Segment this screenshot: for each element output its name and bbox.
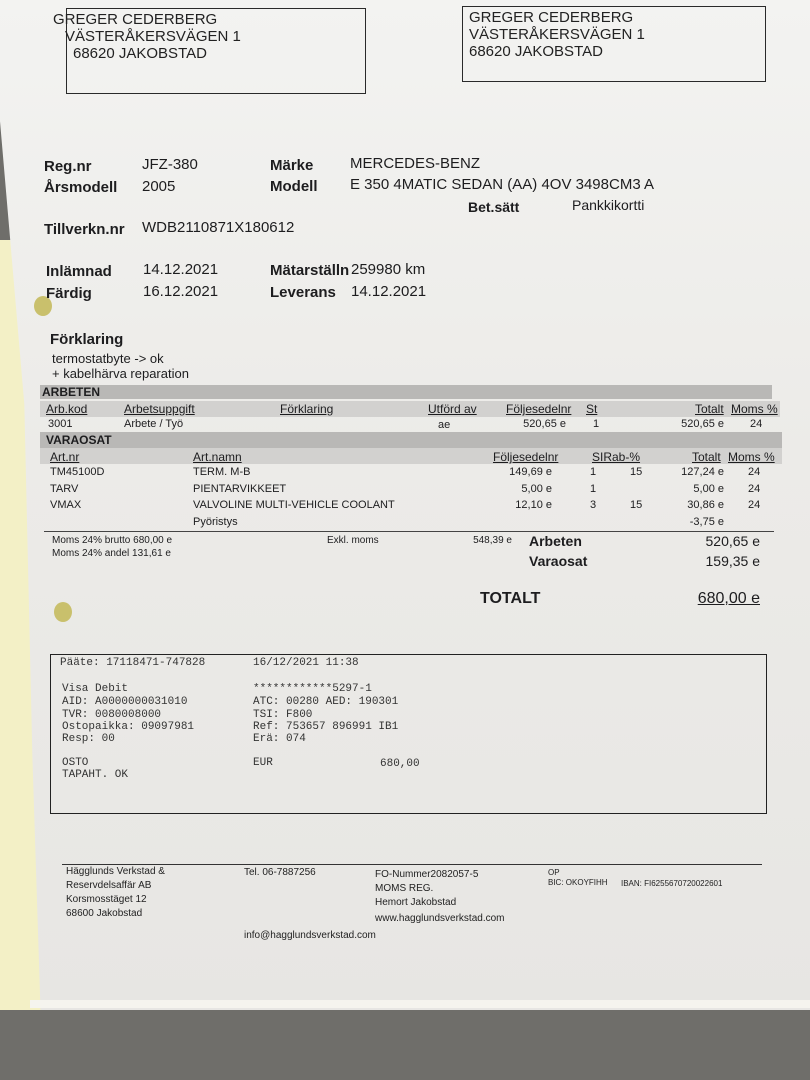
- betsatt-label: Bet.sätt: [468, 199, 520, 215]
- leverans-label: Leverans: [270, 284, 336, 301]
- part-nr: TARV: [50, 483, 79, 495]
- footer-company-line: Reservdelsaffär AB: [66, 880, 152, 891]
- arbeten-title: ARBETEN: [42, 385, 101, 399]
- varaosat-title: VARAOSAT: [46, 433, 112, 447]
- part-name: TERM. M-B: [193, 466, 251, 478]
- col-moms: Moms %: [728, 450, 775, 464]
- receipt-ostopaikka: Ostopaikka: 09097981: [62, 721, 195, 733]
- col-totalt: Totalt: [692, 450, 721, 464]
- col-totalt: Totalt: [695, 402, 724, 416]
- part-foljesedel: 5,00 e: [521, 483, 552, 495]
- total-varaosat-value: 159,35 e: [705, 553, 760, 569]
- matar-value: 259980 km: [351, 261, 426, 278]
- total-varaosat-label: Varaosat: [529, 553, 588, 569]
- exkl-moms-value: 548,39 e: [473, 535, 512, 546]
- col-artnamn: Art.namn: [193, 450, 242, 464]
- total-arbeten-label: Arbeten: [529, 533, 582, 549]
- part-moms: 24: [748, 499, 761, 511]
- arb-totalt: 520,65 e: [681, 418, 724, 430]
- part-foljesedel: 149,69 e: [509, 466, 552, 478]
- part-foljesedel: 12,10 e: [515, 499, 552, 511]
- part-rab: 15: [630, 499, 643, 511]
- leverans-value: 14.12.2021: [351, 283, 427, 300]
- footer-hemort: Hemort Jakobstad: [375, 897, 457, 908]
- varaosat-header-band: [40, 448, 782, 464]
- part-totalt: 30,86 e: [687, 499, 724, 511]
- moms-brutto: Moms 24% brutto 680,00 e: [52, 535, 173, 546]
- col-sirab: SIRab-%: [592, 450, 641, 464]
- arb-utford: ae: [438, 419, 451, 431]
- receipt-atc: ATC: 00280 AED: 190301: [253, 696, 399, 708]
- forklaring-title: Förklaring: [50, 331, 124, 348]
- paper-bottom-edge: [30, 1000, 810, 1008]
- address-name: GREGER CEDERBERG: [53, 11, 218, 28]
- receipt-card-type: Visa Debit: [62, 683, 129, 695]
- total-arbeten-value: 520,65 e: [705, 533, 760, 549]
- arb-moms: 24: [750, 418, 763, 430]
- address-box-left: [53, 8, 366, 94]
- grand-total-label: TOTALT: [480, 590, 541, 607]
- arsmodell-label: Årsmodell: [44, 179, 118, 196]
- forklaring-line: termostatbyte -> ok: [52, 351, 164, 366]
- rounding-label: Pyöristys: [193, 516, 238, 528]
- part-st: 1: [590, 483, 597, 495]
- receipt-currency: EUR: [253, 757, 273, 769]
- inlamnad-value: 14.12.2021: [143, 261, 219, 278]
- col-moms: Moms %: [731, 402, 778, 416]
- arbeten-band: [40, 385, 772, 399]
- part-name: VALVOLINE MULTI-VEHICLE COOLANT: [193, 499, 395, 511]
- col-st: St: [586, 402, 598, 416]
- receipt-aid: AID: A0000000031010: [62, 696, 188, 708]
- arb-uppg: Arbete / Työ: [124, 418, 184, 430]
- arb-kod: 3001: [48, 418, 73, 430]
- arb-st: 1: [593, 418, 600, 430]
- summary-divider: [44, 531, 774, 532]
- footer-divider: [62, 864, 762, 865]
- receipt-datetime: 16/12/2021 11:38: [253, 657, 359, 669]
- card-receipt: [50, 654, 767, 814]
- receipt-ref: Ref: 753657 896991 IB1: [253, 721, 399, 733]
- moms-andel: Moms 24% andel 131,61 e: [52, 548, 171, 559]
- regnr-value: JFZ-380: [142, 156, 198, 173]
- footer-company-line: Korsmosstäget 12: [66, 894, 147, 905]
- receipt-era: Erä: 074: [253, 733, 306, 745]
- receipt-card-number: ************5297-1: [253, 683, 372, 695]
- col-forklaring: Förklaring: [280, 402, 334, 416]
- part-st: 1: [590, 466, 597, 478]
- tillverk-label: Tillverkn.nr: [44, 221, 125, 238]
- marke-value: MERCEDES-BENZ: [350, 155, 481, 172]
- inlamnad-label: Inlämnad: [46, 263, 112, 280]
- address-name: GREGER CEDERBERG: [469, 9, 634, 26]
- part-moms: 24: [748, 466, 761, 478]
- footer-web[interactable]: www.hagglundsverkstad.com: [375, 913, 505, 924]
- address-city: 68620 JAKOBSTAD: [73, 45, 207, 62]
- footer-moms-reg: MOMS REG.: [375, 883, 434, 894]
- part-rab: 15: [630, 466, 643, 478]
- address-box-right: [462, 6, 766, 82]
- address-city: 68620 JAKOBSTAD: [469, 43, 603, 60]
- col-artnr: Art.nr: [50, 450, 80, 464]
- col-arbkod: Arb.kod: [46, 402, 88, 416]
- fardig-value: 16.12.2021: [143, 283, 219, 300]
- col-foljesedel: Följesedelnr: [493, 450, 559, 464]
- forklaring-line: + kabelhärva reparation: [52, 366, 189, 381]
- modell-label: Modell: [270, 178, 318, 195]
- address-street: VÄSTERÅKERSVÄGEN 1: [65, 28, 241, 45]
- part-name: PIENTARVIKKEET: [193, 483, 287, 495]
- receipt-resp: Resp: 00: [62, 733, 115, 745]
- receipt-osto: OSTO: [62, 757, 89, 769]
- part-totalt: 127,24 e: [681, 466, 724, 478]
- footer-email[interactable]: info@hagglundsverkstad.com: [244, 930, 376, 941]
- arsmodell-value: 2005: [142, 178, 176, 195]
- footer-bank: OP: [548, 868, 560, 877]
- receipt-terminal: Pääte: 17118471-747828: [60, 657, 206, 669]
- receipt-tsi: TSI: F800: [253, 709, 313, 721]
- footer-tel: Tel. 06-7887256: [244, 867, 316, 878]
- fardig-label: Färdig: [46, 285, 92, 302]
- col-utford: Utförd av: [428, 402, 477, 416]
- part-moms: 24: [748, 483, 761, 495]
- matar-label: Mätarställn: [270, 262, 350, 279]
- receipt-tvr: TVR: 0080008000: [62, 709, 162, 721]
- footer-company-line: 68600 Jakobstad: [66, 908, 143, 919]
- col-foljesedel: Följesedelnr: [506, 402, 572, 416]
- punch-hole: [54, 602, 72, 622]
- footer-iban: IBAN: FI6255670720022601: [621, 879, 723, 888]
- part-nr: VMAX: [50, 499, 82, 511]
- part-totalt: 5,00 e: [693, 483, 724, 495]
- part-st: 3: [590, 499, 597, 511]
- footer-bic: BIC: OKOYFIHH: [548, 878, 608, 887]
- address-street: VÄSTERÅKERSVÄGEN 1: [469, 26, 645, 43]
- exkl-moms-label: Exkl. moms: [327, 535, 379, 546]
- modell-value: E 350 4MATIC SEDAN (AA) 4OV 3498CM3 A: [350, 176, 655, 193]
- receipt-amount: 680,00: [380, 758, 420, 770]
- arb-foljesedel: 520,65 e: [523, 418, 566, 430]
- varaosat-band: [40, 432, 782, 448]
- regnr-label: Reg.nr: [44, 158, 92, 175]
- receipt-status: TAPAHT. OK: [62, 769, 129, 781]
- betsatt-value: Pankkikortti: [572, 197, 645, 213]
- part-nr: TM45100D: [50, 466, 105, 478]
- rounding-value: -3,75 e: [689, 516, 724, 528]
- footer-company-line: Hägglunds Verkstad &: [66, 866, 165, 877]
- footer-fo: FO-Nummer2082057-5: [375, 869, 479, 880]
- tillverk-value: WDB2110871X180612: [142, 219, 295, 236]
- marke-label: Märke: [270, 157, 314, 174]
- grand-total-value: 680,00 e: [697, 590, 760, 607]
- col-arbetsuppgift: Arbetsuppgift: [124, 402, 195, 416]
